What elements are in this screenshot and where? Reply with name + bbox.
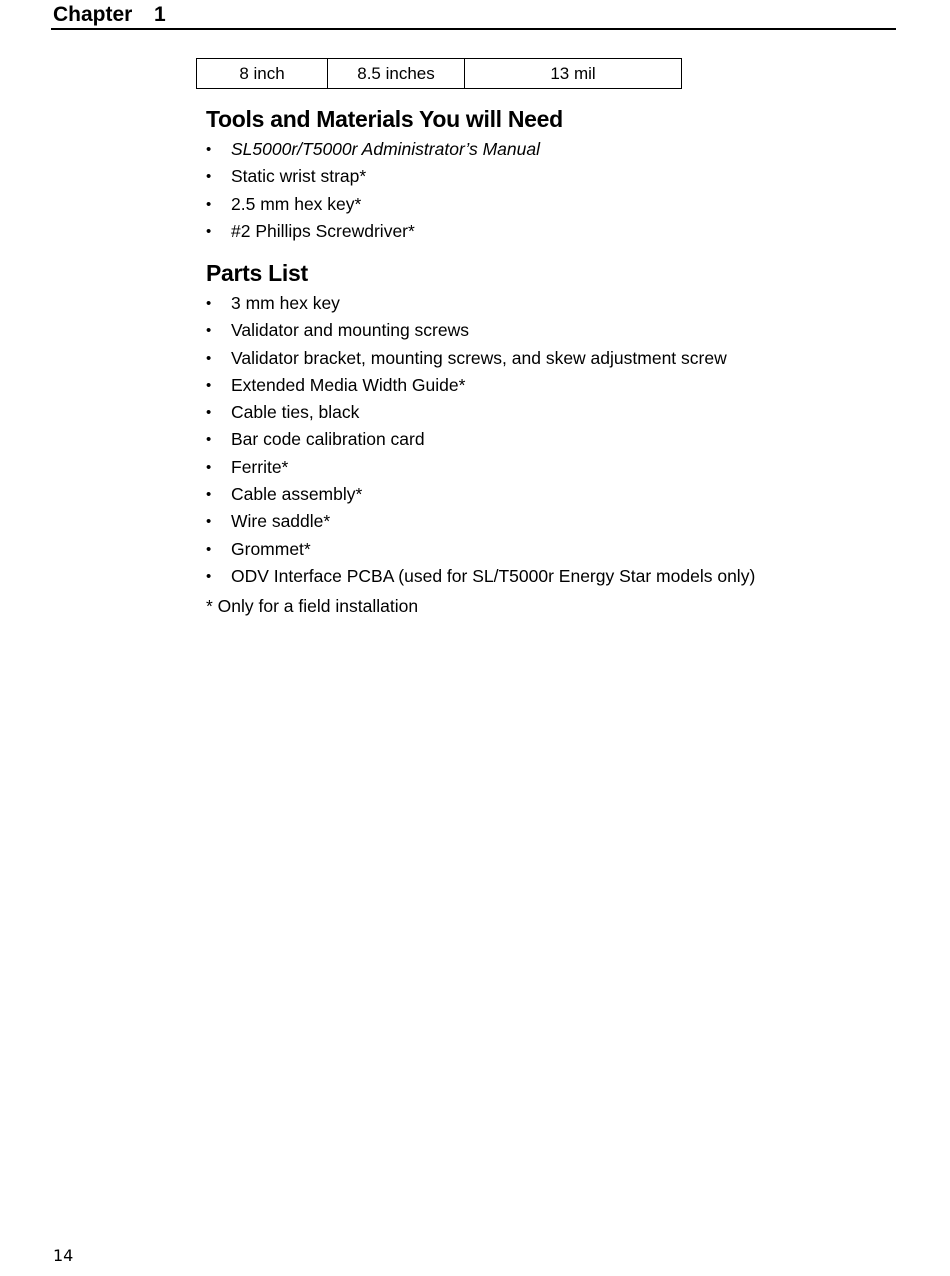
- bullet-icon: •: [206, 540, 212, 558]
- list-item-text: Ferrite*: [231, 456, 289, 477]
- list-item: [206, 345, 755, 372]
- chapter-number: 1: [154, 3, 166, 26]
- bullet-icon: •: [206, 168, 212, 186]
- tools-heading: Tools and Materials You will Need: [206, 106, 563, 132]
- list-item: [206, 163, 540, 190]
- list-item: [206, 536, 755, 563]
- list-item-text: Validator and mounting screws: [231, 320, 469, 341]
- bullet-icon: •: [206, 567, 212, 585]
- list-item-text: ODV Interface PCBA (used for SL/T5000r Energy Star models only): [231, 565, 756, 586]
- bullet-icon: •: [206, 322, 212, 340]
- list-item: [206, 454, 755, 481]
- list-item: [206, 136, 540, 163]
- list-item: [206, 481, 755, 508]
- list-item-text: 2.5 mm hex key*: [231, 193, 362, 214]
- bullet-icon: •: [206, 349, 212, 367]
- table-cell: 13 mil: [465, 59, 682, 89]
- bullet-icon: •: [206, 295, 212, 312]
- bullet-icon: •: [206, 486, 212, 504]
- bullet-icon: •: [206, 376, 212, 394]
- page-number: 14: [53, 1246, 74, 1265]
- table-cell: 8.5 inches: [328, 59, 465, 89]
- parts-heading: Parts List: [206, 260, 308, 286]
- list-item-text: Static wrist strap*: [231, 166, 367, 187]
- list-item: [206, 426, 755, 453]
- list-item-text: Cable ties, black: [231, 402, 360, 423]
- list-item-text: Extended Media Width Guide*: [231, 374, 466, 395]
- bullet-icon: •: [206, 195, 212, 213]
- list-item-text: 3 mm hex key: [231, 293, 340, 313]
- list-item-text: Wire saddle*: [231, 511, 331, 532]
- parts-list: [206, 290, 755, 590]
- bullet-icon: •: [206, 458, 212, 476]
- chapter-header: [51, 0, 896, 30]
- tools-list: [206, 136, 540, 245]
- list-item: [206, 191, 540, 218]
- list-item: [206, 508, 755, 535]
- footnote: * Only for a field installation: [206, 596, 419, 616]
- bullet-icon: •: [206, 431, 212, 449]
- table-row: [197, 59, 682, 89]
- list-item: [206, 317, 755, 344]
- bullet-icon: •: [206, 222, 212, 240]
- list-item: [206, 290, 755, 317]
- list-item-text: SL5000r/T5000r Administrator’s Manual: [231, 139, 541, 159]
- list-item: [206, 563, 755, 590]
- list-item: [206, 372, 755, 399]
- list-item: [206, 218, 540, 245]
- list-item-text: Bar code calibration card: [231, 429, 425, 450]
- list-item-text: Cable assembly*: [231, 484, 363, 505]
- list-item-text: Grommet*: [231, 538, 311, 559]
- list-item: [206, 399, 755, 426]
- bullet-icon: •: [206, 404, 212, 422]
- bullet-icon: •: [206, 513, 212, 531]
- list-item-text: #2 Phillips Screwdriver*: [231, 220, 415, 241]
- bullet-icon: •: [206, 141, 212, 158]
- spec-table: [196, 58, 682, 89]
- chapter-label: Chapter: [53, 3, 133, 26]
- table-cell: 8 inch: [197, 59, 328, 89]
- list-item-text: Validator bracket, mounting screws, and skew adjustment screw: [231, 347, 727, 368]
